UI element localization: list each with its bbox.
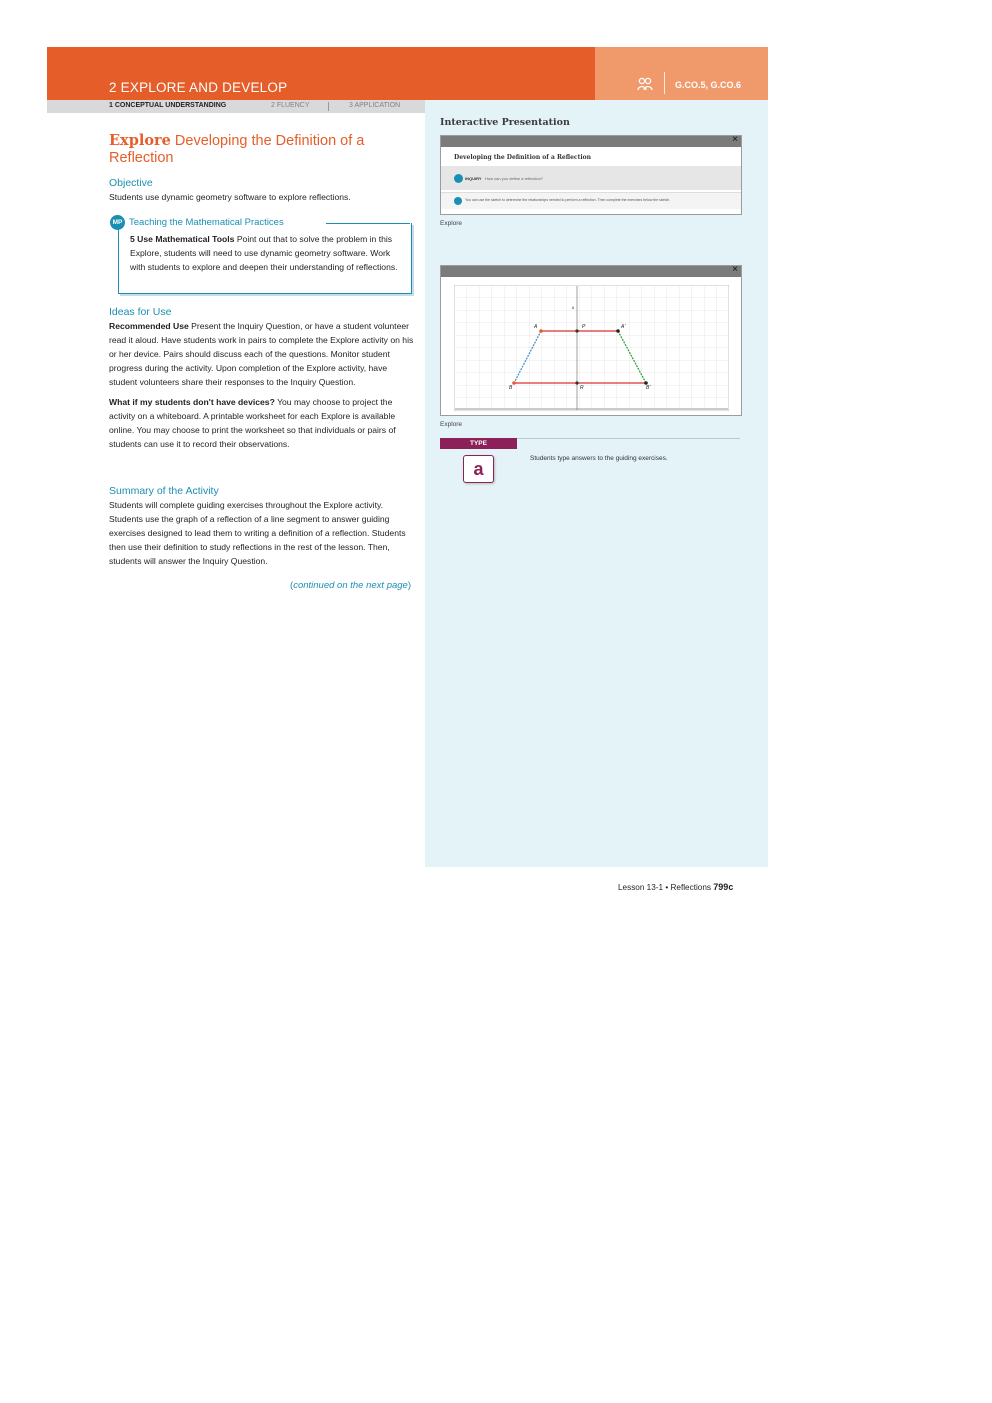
close-icon[interactable]: × [732,134,738,145]
instruction-icon [454,197,462,205]
footer-lesson: Lesson 13-1 [618,883,664,892]
ideas-p2-lead: What if my students don't have devices? [109,397,275,407]
reflection-graph[interactable] [454,285,729,411]
tab-conceptual-understanding[interactable]: 1 CONCEPTUAL UNDERSTANDING [109,102,227,109]
standards-banner [595,47,768,100]
objective-text: Students use dynamic geometry software to explore reflections. [109,192,351,202]
close-icon-2[interactable]: × [732,264,738,275]
window-caption-2: Explore [440,421,463,428]
instruction-text: You can use the sketch to determine the relationships needed to perform a reflection. Then complete the exercises below the sketch. [465,198,671,202]
mp-rule [326,223,410,224]
continued-note [109,580,411,591]
label-A: A [534,324,538,330]
window-heading: Developing the Definition of a Reflection [454,154,591,161]
type-description: Students type answers to the guiding exercises. [530,455,668,462]
point-A[interactable] [539,329,543,333]
keyboard-type-icon: a [463,455,494,483]
summary-text: Students will complete guiding exercises throughout the Explore activity. Students use the graph of a reflection of a line segment to answer guiding exercises designed to lead them to writing a definition of a reflection. Students then use their definition to study reflections in the rest of the lesson. Then, students will answer the Inquiry Question. [109,500,406,566]
objective-section [109,177,414,204]
interactive-panel [425,100,768,867]
standards-label: G.CO.5, G.CO.6 [675,80,742,90]
section-title: 2 EXPLORE AND DEVELOP [109,80,288,95]
label-B-prime: B' [646,385,651,391]
window-titlebar-2 [441,266,741,277]
page-number: 799c [713,882,734,892]
label-R: R [580,385,584,391]
mp-badge-icon: MP [110,215,125,230]
window-titlebar [441,136,741,147]
inquiry-icon [454,174,463,183]
ideas-paragraph-2 [109,395,414,451]
ideas-p1-lead: Recommended Use [109,321,189,331]
ideas-p1-body: Present the Inquiry Question, or have a student volunteer read it aloud. Have students work in pairs to complete the Explore activity on his or her device. Pairs should discuss each of the questions. Monitor student progress during the activity. Upon completion of the Explore activity, have student volunteers share their responses to the Inquiry Question. [109,321,414,387]
label-P: P [582,324,586,330]
left-column [109,132,414,167]
point-B[interactable] [512,381,516,385]
section-banner [47,47,595,100]
interactive-presentation-title: Interactive Presentation [440,117,570,128]
ideas-section [109,306,414,451]
summary-heading: Summary of the Activity [109,485,219,497]
mp-header [110,215,410,231]
graph-grid [455,286,728,410]
explore-window-graph [440,265,742,416]
title-rest: Developing the Definition of a Reflection [109,133,365,166]
ideas-paragraph-1 [109,319,414,389]
label-A-prime: A' [621,324,626,330]
inquiry-text: How can you define a reflection? [485,176,544,181]
point-A-prime[interactable] [616,329,620,333]
ideas-heading: Ideas for Use [109,306,172,318]
people-icon [637,77,653,91]
footer-bullet: • [663,883,671,892]
banner-divider [664,72,665,94]
footer-topic: Reflections [670,883,712,892]
tab-fluency[interactable]: 2 FLUENCY [271,102,310,109]
mp-text [130,232,398,274]
subnav [47,100,425,113]
mp-heading: Teaching the Mathematical Practices [129,217,284,228]
type-tag: TYPE [440,438,517,449]
continued-text[interactable]: continued on the next page [293,580,408,591]
page-footer [618,882,733,892]
label-B: B [509,385,513,391]
tab-application[interactable]: 3 APPLICATION [349,102,401,109]
page-title [109,132,414,167]
mp-lead: 5 Use Mathematical Tools [130,234,235,244]
point-R[interactable] [575,381,578,384]
instruction-band [441,192,741,209]
tab-separator [328,102,329,111]
type-rule [517,438,740,439]
explore-window-intro [440,135,742,215]
point-P[interactable] [575,329,578,332]
window-caption-1: Explore [440,220,463,227]
mp-body: Point out that to solve the problem in this Explore, students will need to use dynamic geometry software. Work with students to explore and deepen their understanding of reflections. [130,234,398,272]
inquiry-label: INQUIRY [465,176,482,181]
title-bold: Explore [109,132,171,149]
inquiry-band [441,166,741,190]
summary-section [109,485,414,568]
paren-close: ) [407,580,411,591]
paren-open: ( [290,580,294,591]
y-tick-label: 6 [572,305,575,310]
ideas-p2-body: You may choose to project the activity on a whiteboard. A printable worksheet for each Explore is available online. You may choose to print the worksheet so that individuals or pairs of students can use it to record their observations. [109,397,396,449]
objective-heading: Objective [109,177,153,189]
